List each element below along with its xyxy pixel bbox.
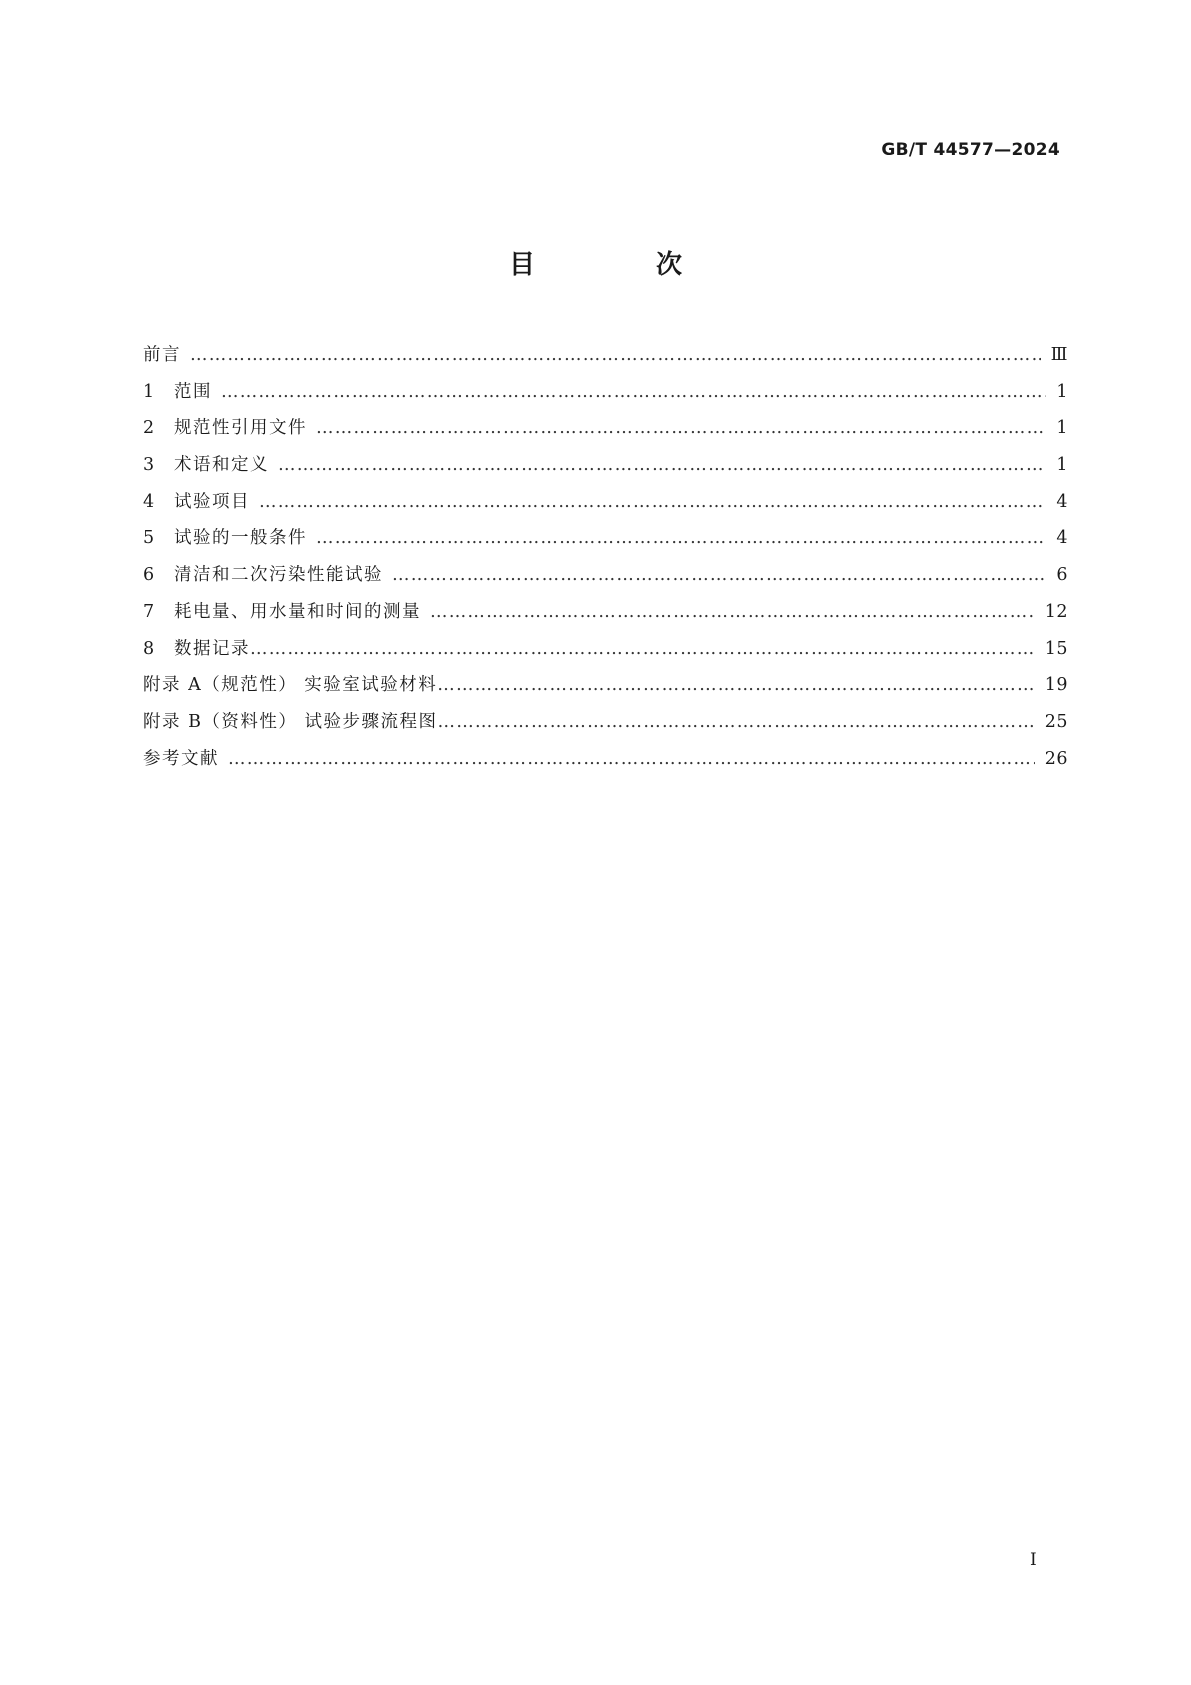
toc-entry-3[interactable] [143, 451, 1068, 488]
toc-entry-title: 前言 [143, 345, 181, 365]
toc-entry-title: 规范性引用文件 [174, 418, 307, 439]
toc-entry-appendix-a[interactable] [143, 671, 1068, 708]
toc-leader [430, 602, 1035, 623]
toc-entry-title: 参考文献 [143, 748, 219, 769]
table-of-contents [143, 341, 1068, 781]
toc-leader [316, 528, 1046, 549]
toc-entry-5[interactable] [143, 524, 1068, 561]
toc-leader [437, 675, 1034, 696]
toc-entry-title: 试验项目 [174, 491, 250, 512]
toc-entry-page: 4 [1056, 528, 1068, 549]
toc-entry-1[interactable] [143, 378, 1068, 415]
toc-entry-title: 试验的一般条件 [174, 528, 307, 549]
toc-leader [438, 712, 1035, 733]
toc-entry-page: 1 [1056, 455, 1068, 476]
toc-entry-page: 6 [1056, 565, 1068, 586]
toc-entry-foreword[interactable] [143, 341, 1068, 378]
toc-entry-references[interactable] [143, 745, 1068, 782]
toc-entry-page: 4 [1056, 491, 1068, 512]
toc-entry-page: 12 [1044, 601, 1068, 622]
toc-entry-page: 15 [1044, 638, 1068, 659]
toc-entry-number: 3 [143, 455, 156, 476]
standard-number: GB/T 44577—2024 [881, 140, 1060, 160]
toc-leader [250, 639, 1035, 660]
toc-entry-page: Ⅲ [1050, 345, 1068, 365]
toc-entry-4[interactable] [143, 488, 1068, 525]
toc-entry-title: 附录 B（资料性） 试验步骤流程图 [143, 711, 438, 732]
toc-entry-title: 范围 [174, 381, 212, 402]
page-number: Ⅰ [1030, 1550, 1037, 1570]
toc-entry-title: 数据记录 [174, 638, 250, 659]
toc-entry-page: 1 [1056, 381, 1068, 402]
toc-entry-number: 1 [143, 381, 156, 402]
toc-leader [190, 345, 1041, 366]
toc-entry-6[interactable] [143, 561, 1068, 598]
toc-entry-number: 6 [143, 565, 156, 586]
toc-entry-title: 清洁和二次污染性能试验 [174, 565, 383, 586]
toc-entry-page: 26 [1044, 748, 1068, 769]
toc-leader [392, 565, 1046, 586]
toc-entry-7[interactable] [143, 598, 1068, 635]
toc-entry-8[interactable] [143, 635, 1068, 672]
toc-entry-number: 2 [143, 418, 156, 439]
toc-entry-number: 4 [143, 491, 156, 512]
toc-entry-title: 附录 A（规范性） 实验室试验材料 [143, 675, 438, 696]
toc-entry-appendix-b[interactable] [143, 708, 1068, 745]
toc-leader [316, 418, 1046, 439]
toc-entry-page: 1 [1056, 418, 1068, 439]
toc-entry-title: 耗电量、用水量和时间的测量 [174, 601, 421, 622]
toc-leader [228, 749, 1035, 770]
page-title: 目 次 [508, 250, 739, 280]
toc-entry-number: 8 [143, 638, 156, 659]
toc-entry-page: 25 [1044, 711, 1068, 732]
toc-entry-number: 7 [143, 601, 156, 622]
toc-leader [278, 455, 1046, 476]
toc-leader [221, 382, 1046, 403]
toc-entry-number: 5 [143, 528, 156, 549]
toc-entry-2[interactable] [143, 414, 1068, 451]
toc-leader [259, 492, 1046, 513]
toc-entry-page: 19 [1044, 675, 1068, 696]
toc-entry-title: 术语和定义 [174, 455, 269, 476]
